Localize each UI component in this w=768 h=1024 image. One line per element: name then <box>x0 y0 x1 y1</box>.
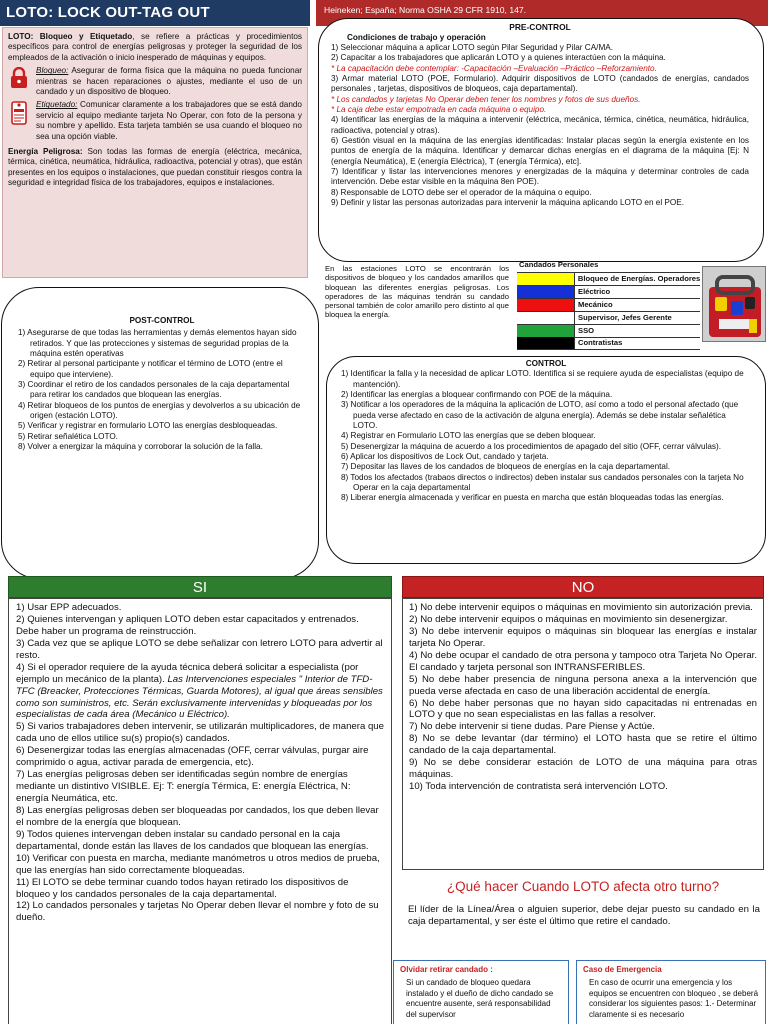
no-header: NO <box>402 576 764 598</box>
control-item: 8) Todos los afectados (trabaos directos o indirectos) deben instalar sus candados personales con la tarjeta No Operar en la caja departamental <box>341 472 744 492</box>
no-item: 3) No debe intervenir equipos o máquinas sin bloquear las energías e instalar tarjeta No Operar. <box>409 625 757 649</box>
etiquetado-definition <box>36 100 302 142</box>
bloqueo-definition <box>36 66 302 97</box>
si-item: 6) Desenergizar todas las energías almacenadas (OFF, cerrar válvulas, purgar aire comprimido o agua, activar parada de emergencia, etc). <box>16 745 369 769</box>
energia-text: Son todas las formas de energía (eléctrica, mecánica, térmica, cinética, neumática, hidráulica, radioactiva, potencial y otras), que están presentes en los equipos o instalaciones, que puedan constituir riesgos contra la seguridad e integridad física de los trabajadores, equipos e instalaciones. <box>8 147 302 188</box>
energia-term: Energía Peligrosa: <box>8 147 83 157</box>
control-list <box>341 369 751 503</box>
legend-label: Bloqueo de Energías. Operadores <box>577 273 700 283</box>
si-item-4-note: Las Intervenciones especiales " Interior de TFD-TFC (Breacker, Protecciones Térmicas, Guarda Motores), al igual que áreas sensibles como son suministros, etc. Serán exclusivamente intervenidas y bloqueadas por los especialistas de cada área (Mecánico u Eléctrico). <box>16 673 383 721</box>
control-title: CONTROL <box>525 359 567 368</box>
control-item: 3) Notificar a los operadores de la máquina la aplicación de LOTO, así como a todo el personal afectado (que pueda verse afectado en caso de la activación de alguna energía). Además se debe instalar señalética LOTO. <box>341 400 739 430</box>
legend-label: Mecánico <box>578 299 613 309</box>
precontrol-item: 1) Seleccionar máquina a aplicar LOTO según Pilar Seguridad y Pilar CA/MA. <box>331 42 613 52</box>
precontrol-title: PRE-CONTROL <box>509 22 571 32</box>
etiquetado-term: Etiquetado: <box>36 100 78 110</box>
control-item: 8) Liberar energía almacenada y verificar en puesta en marcha que están bloqueadas todas las energías. <box>341 493 724 503</box>
legend-row <box>517 324 700 337</box>
si-item-4 <box>16 662 384 722</box>
other-shift-answer: El líder de la Línea/Área o alguien superior, debe dejar puesto su candado en la caja departamental, y ser éste el último que retire el candado. <box>408 904 760 928</box>
legend-title: Candados Personales <box>519 260 599 269</box>
source-banner: Heineken; España; Norma OSHA 29 CFR 1910, 147. <box>316 0 768 26</box>
precontrol-item: * La capacitación debe contemplar: -Capacitación –Evaluación –Práctico –Reforzamiento. <box>331 63 657 73</box>
si-list <box>8 598 392 1024</box>
emergency-box <box>576 960 766 1024</box>
postcontrol-item: 5) Retirar señalética LOTO. <box>18 431 118 441</box>
precontrol-item: 4) Identificar las energías de la máquina a intervenir (eléctrica, mecánica, térmica, cinética, neumática, hidráulica, radioactiva, potencial y otras). <box>331 115 749 135</box>
si-item: 2) Quienes intervengan y apliquen LOTO deben estar capacitados y entrenados. Debe haber un programa de reinstrucción. <box>16 613 359 637</box>
color-swatch <box>517 286 575 298</box>
color-swatch <box>517 299 575 311</box>
emergency-title: Caso de Emergencia <box>583 965 662 974</box>
si-item: 1) Usar EPP adecuados. <box>16 602 122 613</box>
intro-panel <box>2 27 308 278</box>
forgot-padlock-box <box>393 960 569 1024</box>
precontrol-item: * La caja debe estar empotrada en cada máquina o equipo. <box>331 104 547 114</box>
forgot-padlock-text: Si un candado de bloqueo quedara instalado y el dueño de dicho candado se encuentre ausente, será responsabilidad del supervisor <box>406 978 554 1019</box>
si-item-4-text: 4) Si el operador requiere de la ayuda técnica deberá solicitar a especialista (por ejemplo un mecánico de la planta). <box>16 661 359 685</box>
color-swatch <box>517 312 575 324</box>
color-swatch <box>517 337 575 349</box>
etiquetado-row <box>8 100 302 142</box>
legend-label: Eléctrico <box>578 286 611 296</box>
precontrol-item: 3) Armar material LOTO (POE, Formulario). Adquirir dispositivos de LOTO (candados de energías, candados personales , tarjetas, dispositivos de bloqueos, caja departamental). <box>331 73 749 94</box>
legend-row <box>517 298 700 311</box>
legend-label: Contratistas <box>578 338 623 348</box>
precontrol-item: 6) Gestión visual en la máquina de las energías identificadas: Instalar placas según la energía existente en los puntos de energía de la máquina. Identificar y demarcar dichas energías en el diagrama de la máquina [Ej: N (energía Neumática), E (energía Eléctrica), T (energía Térmica), etc]. <box>331 135 749 166</box>
precontrol-item: 9) Definir y listar las personas autorizadas para intervenir la máquina aplicando LOTO en el POE. <box>331 197 684 207</box>
other-shift-question: ¿Qué hacer Cuando LOTO afecta otro turno? <box>446 879 720 894</box>
control-item: 7) Depositar las llaves de los candados de bloqueos de energías en la caja departamental. <box>341 462 671 472</box>
control-item: 1) Identificar la falla y la necesidad de aplicar LOTO. Identifica si se requiere ayuda de especialistas (equipo de mantención). <box>341 369 744 389</box>
lockout-kit-photo <box>702 266 766 342</box>
postcontrol-item: 5) Verificar y registrar en formulario LOTO las energías desbloqueadas. <box>18 421 278 431</box>
precontrol-list <box>331 43 749 208</box>
legend-label: SSO <box>578 325 595 335</box>
no-item: 1) No debe intervenir equipos o máquinas en movimiento sin autorización previa. <box>409 602 753 613</box>
loto-definition-text: , se refiere a prácticas y procedimientos específicos para control de energías peligrosas y proteger la seguridad de los empleados de la activación o inicio inesperado de máquinas y equipos. <box>8 32 302 62</box>
etiquetado-text: Comunicar claramente a los trabajadores que se está dando servicio al equipo mediante tarjeta No Operar, con foto de la persona y su nombre y apellido. Esta tarjeta también se usa cuando el bloqueo no sea una opción viable. <box>36 100 302 141</box>
no-item: 9) No se debe considerar estación de LOTO de una máquina para otras máquinas. <box>409 757 757 781</box>
postcontrol-item: 8) Volver a energizar la máquina y corroborar la solución de la falla. <box>18 441 263 451</box>
si-item: 12) Lo candados personales y tarjetas No Operar deben llevar el nombre y foto de su dueño. <box>16 900 379 924</box>
bloqueo-text: Asegurar de forma física que la máquina no pueda funcionar mientras se hacen reparaciones o ajustes, mediante el uso de un candado y un dispositivo de bloqueo. <box>36 66 302 97</box>
color-swatch <box>517 325 575 337</box>
no-item: 4) No debe ocupar el candado de otra persona y tampoco otra Tarjeta No Operar. El candado y tarjeta personal son INTRANSFERIBLES. <box>409 649 757 673</box>
si-header: SI <box>8 576 392 598</box>
no-item: 5) No debe haber presencia de ninguna persona anexa a la intervención que pueda verse afectada en caso de una liberación accidental de energía. <box>409 673 757 697</box>
color-swatch <box>517 273 575 285</box>
control-item: 2) Identificar las energías a bloquear confirmando con POE de la máquina. <box>341 389 613 399</box>
si-item: 11) El LOTO se debe terminar cuando todos hayan retirado los dispositivos de bloqueo y los candados personales de la caja departamental. <box>16 876 349 900</box>
stations-note: En las estaciones LOTO se encontrarán los dispositivos de bloqueo y los candados amarillos que bloquean las diferentes energías peligrosas. Los operadores de las máquinas tendrán su candado personal también de color amarillo pero distinto al que bloquea la energía. <box>322 262 512 346</box>
si-item: 7) Las energías peligrosas deben ser identificadas según nombre de energías mediante un distintivo VISIBLE. Ej: T: energía Térmica, E: energía Eléctrica, N: energía Neumática, etc. <box>16 769 351 804</box>
precontrol-item: 7) Identificar y listar las intervenciones menores y energizadas de la máquina y determinar controles de cada intervención. Debe estar visible en la máquina 8en POE). <box>331 166 749 187</box>
si-item: 5) Si varios trabajadores deben intervenir, se utilizarán multiplicadores, de manera que cada uno de ellos utilice su(s) propio(s) candados. <box>16 721 384 745</box>
precontrol-subtitle: Condiciones de trabajo y operación <box>347 32 486 42</box>
no-item: 10) Toda intervención de contratista será intervención LOTO. <box>409 781 668 793</box>
postcontrol-list <box>18 328 306 452</box>
legend-row <box>517 285 700 298</box>
postcontrol-title: POST-CONTROL <box>129 316 195 325</box>
emergency-text: En caso de ocurrir una emergencia y los equipos se encuentren con bloqueo , se deberá considerar los siguientes pasos: 1.- Determinar claramente si es necesario <box>589 978 759 1019</box>
loto-definition <box>8 32 302 63</box>
no-item: 7) No debe intervenir si tiene dudas. Pare Piense y Actúe. <box>409 721 655 733</box>
no-list <box>402 598 764 870</box>
legend-row <box>517 337 700 350</box>
precontrol-item: 8) Responsable de LOTO debe ser el operador de la máquina o equipo. <box>331 187 592 197</box>
si-item: 8) Las energías peligrosas deben ser bloqueadas por candados, los que deben llevar el nombre de la energía que bloquean. <box>16 804 379 828</box>
page-title: LOTO: LOCK OUT-TAG OUT <box>0 0 310 26</box>
postcontrol-item: 4) Retirar bloqueos de los puntos de energías y devolverlos a su ubicación de origen (estación LOTO). <box>18 400 301 420</box>
padlock-icon <box>8 66 30 90</box>
postcontrol-panel <box>1 287 319 579</box>
precontrol-panel <box>318 18 764 262</box>
control-item: 4) Registrar en Formulario LOTO las energías que se deben bloquear. <box>341 431 596 441</box>
no-item: 8) No se debe levantar (dar término) el LOTO hasta que se retire el último candado de la caja departamental. <box>409 733 757 757</box>
control-panel <box>326 356 766 564</box>
bloqueo-row <box>8 66 302 97</box>
postcontrol-item: 3) Coordinar el retiro de los candados personales de la caja departamental para retirar los candados que bloquean las energías. <box>18 379 290 400</box>
si-item: 3) Cada vez que se aplique LOTO se debe señalizar con letrero LOTO para advertir al resto. <box>16 637 383 661</box>
no-item: 2) No debe intervenir equipos o máquinas en movimiento sin desenergizar. <box>409 613 728 625</box>
energia-definition <box>8 147 302 189</box>
padlock-color-legend <box>516 260 700 352</box>
tag-icon <box>8 100 30 124</box>
precontrol-item: 2) Capacitar a los trabajadores que aplicarán LOTO y a quienes interactúen con la máquina. <box>331 53 666 63</box>
postcontrol-item: 1) Asegurarse de que todas las herramientas y demás elementos hayan sido retirados. Y que las protecciones y sistemas de seguridad propias de la máquina estén operativas <box>18 328 297 358</box>
loto-term: LOTO: Bloqueo y Etiquetado <box>8 32 133 41</box>
postcontrol-item: 2) Retirar al personal participante y notificar el término de LOTO (entre el equipo que interviene). <box>18 359 283 379</box>
legend-row <box>517 272 700 285</box>
si-item: 10) Verificar con puesta en marcha, mediante manómetros u otros medios de prueba, que las energías han sido correctamente bloqueadas. <box>16 852 380 876</box>
legend-label: Supervisor, Jefes Gerente <box>578 312 672 322</box>
no-item: 6) No debe haber personas que no hayan sido capacitadas ni entrenadas en LOTO y que no sean especialistas en las fallas a resolver. <box>409 697 757 721</box>
legend-row <box>517 311 700 324</box>
bloqueo-term: Bloqueo: <box>36 66 69 76</box>
si-item: 9) Todos quienes intervengan deben instalar su candado personal en la caja departamental, donde están las llaves de los candados que bloquean las energías. <box>16 828 369 852</box>
control-item: 6) Aplicar los dispositivos de Lock Out, candado y tarjeta. <box>341 451 549 461</box>
precontrol-item: * Los candados y tarjetas No Operar deben tener los nombres y fotos de sus dueños. <box>331 94 641 104</box>
control-item: 5) Desenergizar la máquina de acuerdo a los procedimientos de apagado del sitio (OFF, cerrar válvulas). <box>341 441 722 451</box>
legend-rows <box>516 272 700 350</box>
forgot-padlock-title: Olvidar retirar candado : <box>400 965 493 974</box>
